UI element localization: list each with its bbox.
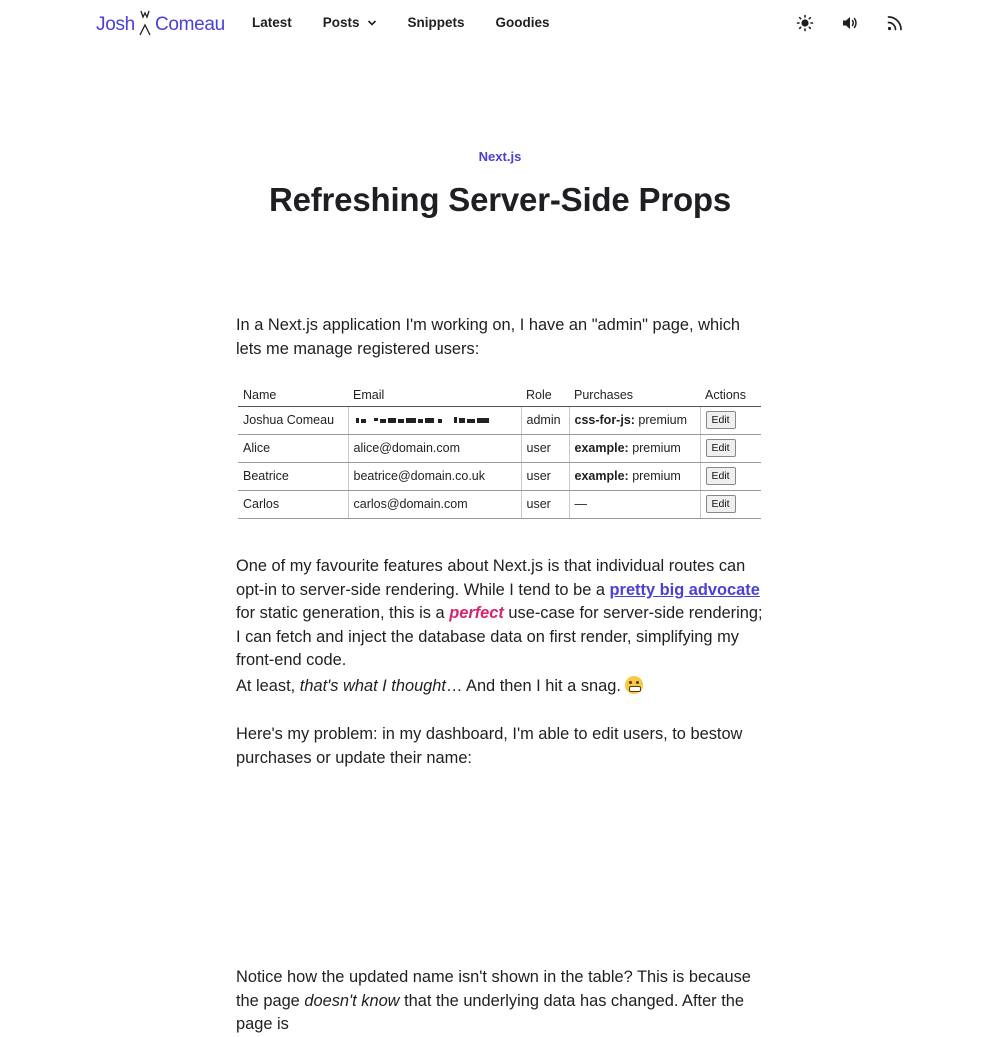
paragraph-problem: Here's my problem: in my dashboard, I'm able to edit users, to bestow purchases or update their name: bbox=[236, 725, 743, 767]
purchase-tier: — bbox=[574, 497, 587, 511]
cell-purchases bbox=[569, 462, 700, 490]
emphasis-perfect: perfect bbox=[449, 604, 504, 623]
purchase-product: example: bbox=[574, 441, 629, 455]
table-row bbox=[238, 462, 761, 490]
logo-mark-icon bbox=[138, 10, 152, 36]
edit-button[interactable]: Edit bbox=[706, 467, 736, 485]
cell-actions bbox=[700, 462, 761, 490]
redacted-email bbox=[354, 416, 494, 425]
cell-name: Alice bbox=[238, 434, 348, 462]
site-header bbox=[0, 0, 1000, 48]
pretty-big-advocate-link[interactable]: pretty big advocate bbox=[609, 580, 760, 599]
nav-snippets-label: Snippets bbox=[407, 15, 465, 30]
cell-purchases bbox=[569, 490, 700, 518]
table-header-row bbox=[238, 384, 761, 406]
logo-last-name: Comeau bbox=[154, 14, 225, 35]
text-run: At least, bbox=[236, 677, 300, 695]
edit-button[interactable]: Edit bbox=[706, 411, 736, 429]
cell-role: user bbox=[521, 490, 569, 518]
cell-purchases bbox=[569, 406, 700, 434]
column-header-purchases: Purchases bbox=[569, 384, 700, 406]
text-run: One of my favourite features about Next.js is that individual routes can opt-in to server-side rendering. While I tend to be a bbox=[236, 557, 746, 599]
cell-role: user bbox=[521, 434, 569, 462]
purchase-tier: premium bbox=[632, 441, 681, 455]
grimace-emoji-icon bbox=[625, 676, 643, 694]
page-title: Refreshing Server-Side Props bbox=[268, 181, 732, 218]
main-nav bbox=[252, 15, 581, 30]
cell-email-redacted bbox=[348, 406, 521, 434]
text-run: that the underlying data has changed. After the page is bbox=[236, 991, 744, 1034]
nav-latest-label: Latest bbox=[252, 15, 292, 30]
emphasis-doesnt-know: doesn't know bbox=[304, 991, 400, 1010]
table-row bbox=[238, 406, 761, 434]
intro-paragraph: In a Next.js application I'm working on, I have an "admin" page, which lets me manage registered users: bbox=[236, 316, 741, 358]
table-row bbox=[238, 490, 761, 518]
emphasis-thought: that's what I thought bbox=[299, 677, 446, 695]
users-table bbox=[238, 384, 761, 519]
nav-posts-label: Posts bbox=[322, 15, 360, 30]
cell-name: Beatrice bbox=[238, 462, 348, 490]
cell-actions bbox=[700, 490, 761, 518]
logo-first-name: Josh bbox=[96, 14, 135, 35]
cell-email: alice@domain.com bbox=[348, 434, 521, 462]
cell-purchases bbox=[569, 434, 700, 462]
purchase-tier: premium bbox=[632, 469, 681, 483]
nav-snippets[interactable] bbox=[408, 15, 465, 30]
cell-name: Joshua Comeau bbox=[238, 406, 348, 434]
chevron-down-icon bbox=[367, 18, 377, 28]
cell-role: user bbox=[521, 462, 569, 490]
column-header-actions: Actions bbox=[700, 384, 761, 406]
nav-posts[interactable] bbox=[323, 15, 377, 30]
sun-icon[interactable] bbox=[796, 14, 814, 32]
text-run: use-case for server-side rendering; I can fetch and inject the database data on first render, simplifying my front-end code. bbox=[236, 604, 763, 670]
column-header-email: Email bbox=[348, 384, 521, 406]
nav-goodies[interactable] bbox=[496, 15, 550, 30]
rss-icon[interactable] bbox=[886, 14, 904, 32]
column-header-name: Name bbox=[238, 384, 348, 406]
header-actions bbox=[796, 14, 931, 32]
text-run: … And then I hit a snag. bbox=[445, 677, 626, 695]
edit-button[interactable]: Edit bbox=[706, 495, 736, 513]
nav-goodies-label: Goodies bbox=[495, 15, 550, 30]
cell-actions bbox=[700, 434, 761, 462]
cell-name: Carlos bbox=[238, 490, 348, 518]
text-run: for static generation, this is a bbox=[236, 604, 450, 623]
cell-email: beatrice@domain.co.uk bbox=[348, 462, 521, 490]
speaker-icon[interactable] bbox=[841, 14, 859, 32]
purchase-tier: premium bbox=[638, 413, 688, 427]
text-run: Notice how the updated name isn't shown in the table? This is because the page bbox=[236, 968, 751, 1010]
column-header-role: Role bbox=[521, 384, 569, 406]
paragraph-updated-name bbox=[236, 966, 766, 1037]
cell-actions bbox=[700, 406, 761, 434]
purchase-product: css-for-js: bbox=[574, 413, 635, 427]
paragraph-ssr bbox=[236, 555, 766, 673]
cell-email: carlos@domain.com bbox=[348, 490, 521, 518]
post-category-link[interactable]: Next.js bbox=[478, 149, 522, 164]
purchase-product: example: bbox=[574, 469, 629, 483]
edit-button[interactable]: Edit bbox=[706, 439, 736, 457]
nav-latest[interactable] bbox=[252, 15, 292, 30]
table-row bbox=[238, 434, 761, 462]
cell-role: admin bbox=[521, 406, 569, 434]
site-logo[interactable] bbox=[96, 10, 225, 36]
paragraph-snag bbox=[236, 675, 766, 699]
